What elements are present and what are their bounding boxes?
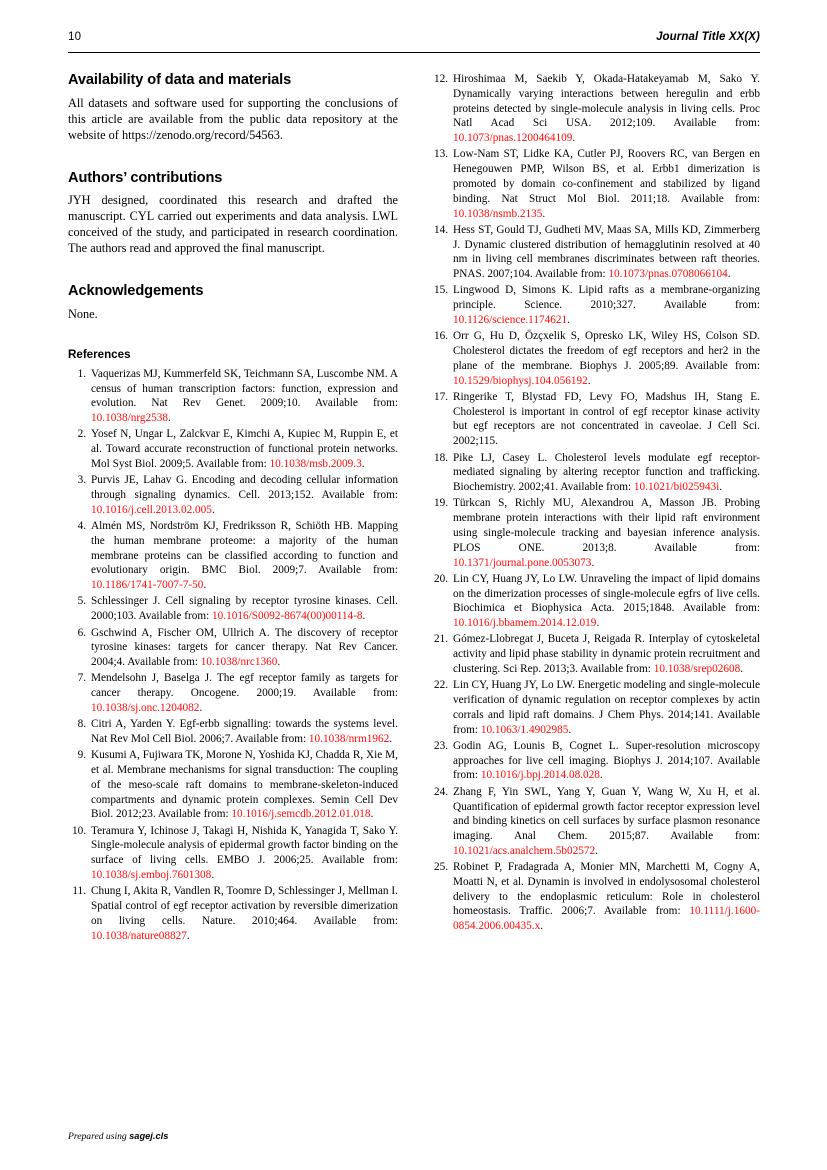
reference-text: Hiroshimaa M, Saekib Y, Okada-Hatakeyamab M, Sako Y. Dynamically varying interactions between heregulin and erbb proteins detected by single-molecule analysis in living cells. Proc Natl Acad Sci USA. 2012;109. Available from: [453, 73, 760, 130]
reference-item [430, 223, 760, 282]
section-heading-acknowledgements: Acknowledgements [68, 283, 204, 300]
reference-text: Vaquerizas MJ, Kummerfeld SK, Teichmann SA, Luscombe NM. A census of human transcription factors: function, expression and evolution. Nat Rev Genet. 2009;10. Available from: [91, 367, 398, 410]
page-number: 10 [68, 31, 82, 43]
footer-class-file: sagej.cls [129, 1131, 169, 1141]
reference-item [430, 329, 760, 388]
reference-item [68, 671, 398, 715]
reference-list-right [430, 72, 760, 934]
section-body-availability: All datasets and software used for supporting the conclusions of this article are available from the public data repository at the website of https://zenodo.org/record/54563. [68, 95, 398, 142]
page-footer [68, 1131, 168, 1142]
reference-tail: . [596, 617, 600, 630]
doi-link[interactable]: 10.1038/sj.onc.1204082 [91, 701, 200, 714]
reference-item [430, 632, 760, 676]
reference-text: Almén MS, Nordström KJ, Fredriksson R, Schiöth HB. Mapping the human membrane proteome: a majority of the human membrane proteins can be classified according to function and evolutionary origin. BMC Biol. 2009;7. Available from: [91, 520, 398, 577]
doi-link[interactable]: 10.1038/nsmb.2135 [453, 207, 543, 220]
reference-tail: . [362, 610, 366, 623]
reference-tail: . [186, 929, 190, 942]
doi-link[interactable]: 10.1038/srep02608 [653, 662, 741, 675]
section-body-contributions: JYH designed, coordinated this research and drafted the manuscript. CYL carried out experiments and data analysis. LWL conceived of the study, and participated in research coordination. The authors read and approved the final manuscript. [68, 193, 398, 256]
journal-title: Journal Title XX(X) [656, 31, 760, 43]
reference-item [430, 72, 760, 146]
reference-text: Robinet P, Fradagrada A, Monier MN, Marchetti M, Cogny A, Moatti N, et al. Dynamin is involved in endolysosomal cholesterol delivery to the endoplasmic reticulum: Role in cholesterol homeostasis. Traffic. 2006;7. Available from: [453, 861, 760, 918]
reference-text: Zhang F, Yin SWL, Yang Y, Guan Y, Wang W, Xu H, et al. Quantification of epidermal growth factor receptor expression level and binding kinetics on cell surfaces by surface plasmon resonance imaging. Anal Chem. 2015;87. Available from: [453, 785, 760, 843]
reference-tail: . [211, 503, 215, 516]
reference-text: Kusumi A, Fujiwara TK, Morone N, Yoshida KJ, Chadda R, Xie M, et al. Membrane mechanisms for signal transduction: The coupling of the meso-scale raft domains to membrane-skeleton-induced compartments and dynamic protein complexes. Semin Cell Dev Biol. 2012;23. Available from: [91, 749, 398, 821]
reference-tail: . [587, 374, 591, 387]
reference-item [430, 678, 760, 737]
reference-tail: . [211, 869, 215, 881]
doi-link[interactable]: 10.1186/1741-7007-7-50 [91, 579, 204, 592]
reference-item [430, 739, 760, 783]
reference-text: Purvis JE, Lahav G. Encoding and decoding cellular information through signaling dynamics. Cell. 2013;152. Available from: [91, 474, 398, 501]
reference-tail: . [199, 701, 203, 714]
reference-text: Gschwind A, Fischer OM, Ullrich A. The discovery of receptor tyrosine kinases: targets for cancer therapy. Nat Rev Cancer. 2004;4. Available from: [91, 626, 398, 669]
reference-text: Türkcan S, Richly MU, Alexandrou A, Masson JB. Probing membrane protein interactions with their lipid raft environment using single-molecule tracking and bayesian inference analysis. PLOS ONE. 2013;8. Available from: [453, 497, 760, 554]
doi-link[interactable]: 10.1038/msb.2009.3 [269, 457, 362, 470]
doi-link[interactable]: 10.1371/journal.pone.0053073 [453, 556, 592, 569]
reference-item [68, 824, 398, 883]
doi-link[interactable]: 10.1016/j.bpj.2014.08.028 [480, 769, 600, 782]
reference-text: Lingwood D, Simons K. Lipid rafts as a membrane-organizing principle. Science. 2010;327. Available from: [453, 284, 760, 312]
reference-item [430, 785, 760, 859]
doi-link[interactable]: 10.1073/pnas.0708066104 [608, 268, 728, 281]
doi-link[interactable]: 10.1016/j.bbamem.2014.12.019 [453, 617, 597, 630]
reference-tail: . [568, 723, 572, 736]
reference-text: Godin AG, Lounis B, Cognet L. Super-resolution microscopy approaches for live cell imaging. Biophys J. 2014;107. Available from: [453, 739, 760, 782]
reference-item [430, 390, 760, 449]
reference-tail: . [599, 769, 603, 782]
reference-tail: . [567, 314, 570, 326]
doi-link[interactable]: 10.1073/pnas.1200464109 [453, 132, 573, 145]
reference-tail: . [277, 656, 281, 669]
reference-tail: . [203, 579, 207, 592]
doi-link[interactable]: 10.1038/nrg2538 [91, 412, 168, 425]
reference-item [430, 860, 760, 934]
section-heading-availability: Availability of data and materials [68, 72, 292, 88]
reference-text: Hess ST, Gould TJ, Gudheti MV, Maas SA, Mills KD, Zimmerberg J. Dynamic clustered distribution of hemagglutinin resolved at 40 nm in living cell membranes discriminates between raft theories. PNAS. 2007;104. Available from: [453, 223, 760, 281]
reference-tail: . [167, 412, 171, 425]
doi-link[interactable]: 10.1021/acs.analchem.5b02572 [453, 844, 596, 857]
reference-text: Yosef N, Ungar L, Zalckvar E, Kimchi A, Kupiec M, Ruppin E, et al. Toward accurate reconstruction of functional protein networks. Mol Syst Biol. 2009;5. Available from: [91, 428, 398, 470]
reference-item [68, 367, 398, 426]
reference-item [430, 147, 760, 221]
reference-text: Pike LJ, Casey L. Cholesterol levels modulate egf receptor-mediated signaling by altering receptor function and trafficking. Biochemistry. 2002;41. Available from: [453, 451, 760, 494]
reference-text: Chung I, Akita R, Vandlen R, Toomre D, Schlessinger J, Mellman I. Spatial control of egf receptor activation by reversible dimerization on living cells. Nature. 2010;464. Available from: [91, 885, 398, 927]
reference-text: Gómez-Llobregat J, Buceta J, Reigada R. Interplay of cytoskeletal activity and lipid phase stability in dynamic protein recruitment and clustering. Sci Rep. 2013;3. Available from: [453, 633, 760, 675]
section-body-acknowledgements: None. [68, 306, 98, 321]
reference-item [68, 717, 398, 747]
reference-text: Low-Nam ST, Lidke KA, Cutler PJ, Roovers RC, van Bergen en Henegouwen PMP, Wilson BS, et al. Erbb1 dimerization is promoted by domain co-confinement and stabilized by ligand binding. Nat Struct Mol Biol. 2011;18. Available from: [453, 148, 760, 205]
reference-tail: . [727, 268, 731, 281]
reference-item [68, 884, 398, 943]
reference-tail: . [542, 207, 546, 220]
reference-item [68, 473, 398, 517]
reference-item [68, 748, 398, 822]
right-column [430, 72, 760, 1092]
reference-tail: . [595, 844, 598, 857]
reference-tail: . [740, 662, 744, 675]
doi-link[interactable]: 10.1021/bi025943i [633, 481, 720, 494]
doi-link[interactable]: 10.1063/1.4902985 [480, 723, 569, 736]
doi-link[interactable]: 10.1038/nrm1962 [308, 732, 390, 745]
reference-text: Citri A, Yarden Y. Egf-erbb signalling: towards the systems level. Nat Rev Mol Cell Biol. 2006;7. Available from: [91, 718, 398, 745]
reference-item [430, 496, 760, 570]
reference-text: Ringerike T, Blystad FD, Levy FO, Madshus IH, Stang E. Cholesterol is important in control of egf receptor kinase activity but egf receptors are not concentrated in caveolae. J Cell Sci. 2002;115. [453, 390, 760, 448]
reference-text: Teramura Y, Ichinose J, Takagi H, Nishida K, Yanagida T, Sako Y. Single-molecule analysis of epidermal growth factor binding on the surface of living cells. EMBO J. 2006;25. Available from: [91, 824, 398, 867]
reference-text: Mendelsohn J, Baselga J. The egf receptor family as targets for cancer therapy. Oncogene. 2000;19. Available from: [91, 672, 398, 700]
reference-item [68, 626, 398, 670]
doi-link[interactable]: 10.1038/sj.emboj.7601308 [91, 869, 212, 881]
reference-item [68, 594, 398, 624]
reference-item [430, 283, 760, 327]
doi-link[interactable]: 10.1016/j.cell.2013.02.005 [91, 503, 212, 516]
reference-item [68, 519, 398, 593]
reference-tail: . [719, 481, 723, 494]
reference-tail: . [591, 556, 595, 569]
doi-link[interactable]: 10.1111/j.1600-0854.2006.00435.x [453, 905, 760, 933]
doi-link[interactable]: 10.1038/nature08827 [91, 929, 187, 942]
left-column [68, 72, 398, 1092]
reference-tail: . [389, 732, 393, 745]
reference-item [430, 572, 760, 631]
doi-link[interactable]: 10.1126/science.1174621 [453, 314, 568, 326]
doi-link[interactable]: 10.1016/j.semcdb.2012.01.018 [231, 808, 371, 821]
running-head [68, 31, 760, 43]
reference-list-left [68, 367, 398, 944]
footer-prepared-text: Prepared using [68, 1131, 130, 1142]
reference-item [68, 427, 398, 471]
reference-tail: . [572, 132, 576, 145]
doi-link[interactable]: 10.1529/biophysj.104.056192 [453, 374, 588, 387]
reference-text: Orr G, Hu D, Özçxelik S, Opresko LK, Wiley HS, Colson SD. Cholesterol dictates the freedom of egf receptors and her2 in the plane of the membrane. Biophys J. 2005;89. Available from: [453, 330, 760, 372]
reference-text: Schlessinger J. Cell signaling by receptor tyrosine kinases. Cell. 2000;103. Available from: [91, 595, 398, 623]
references-heading: References [68, 347, 131, 361]
two-column-body [68, 72, 760, 1092]
header-rule [68, 52, 760, 53]
reference-tail: . [540, 920, 543, 933]
reference-text: Lin CY, Huang JY, Lo LW. Energetic modeling and single-molecule verification of dynamic regulation on receptor complexes by actin corrals and lipid raft domains. J Chem Phys. 2014;141. Available from: [453, 679, 760, 736]
reference-item [430, 451, 760, 495]
reference-tail: . [370, 808, 374, 821]
doi-link[interactable]: 10.1016/S0092-8674(00)00114-8 [212, 610, 363, 623]
doi-link[interactable]: 10.1038/nrc1360 [200, 656, 278, 669]
reference-tail: . [361, 457, 365, 470]
reference-text: Lin CY, Huang JY, Lo LW. Unraveling the impact of lipid domains on the dimerization processes of single-molecule egfrs of live cells. Biochimica et Biophysica Acta. 2015;1848. Available from: [453, 572, 760, 615]
section-heading-contributions: Authors’ contributions [68, 169, 223, 186]
